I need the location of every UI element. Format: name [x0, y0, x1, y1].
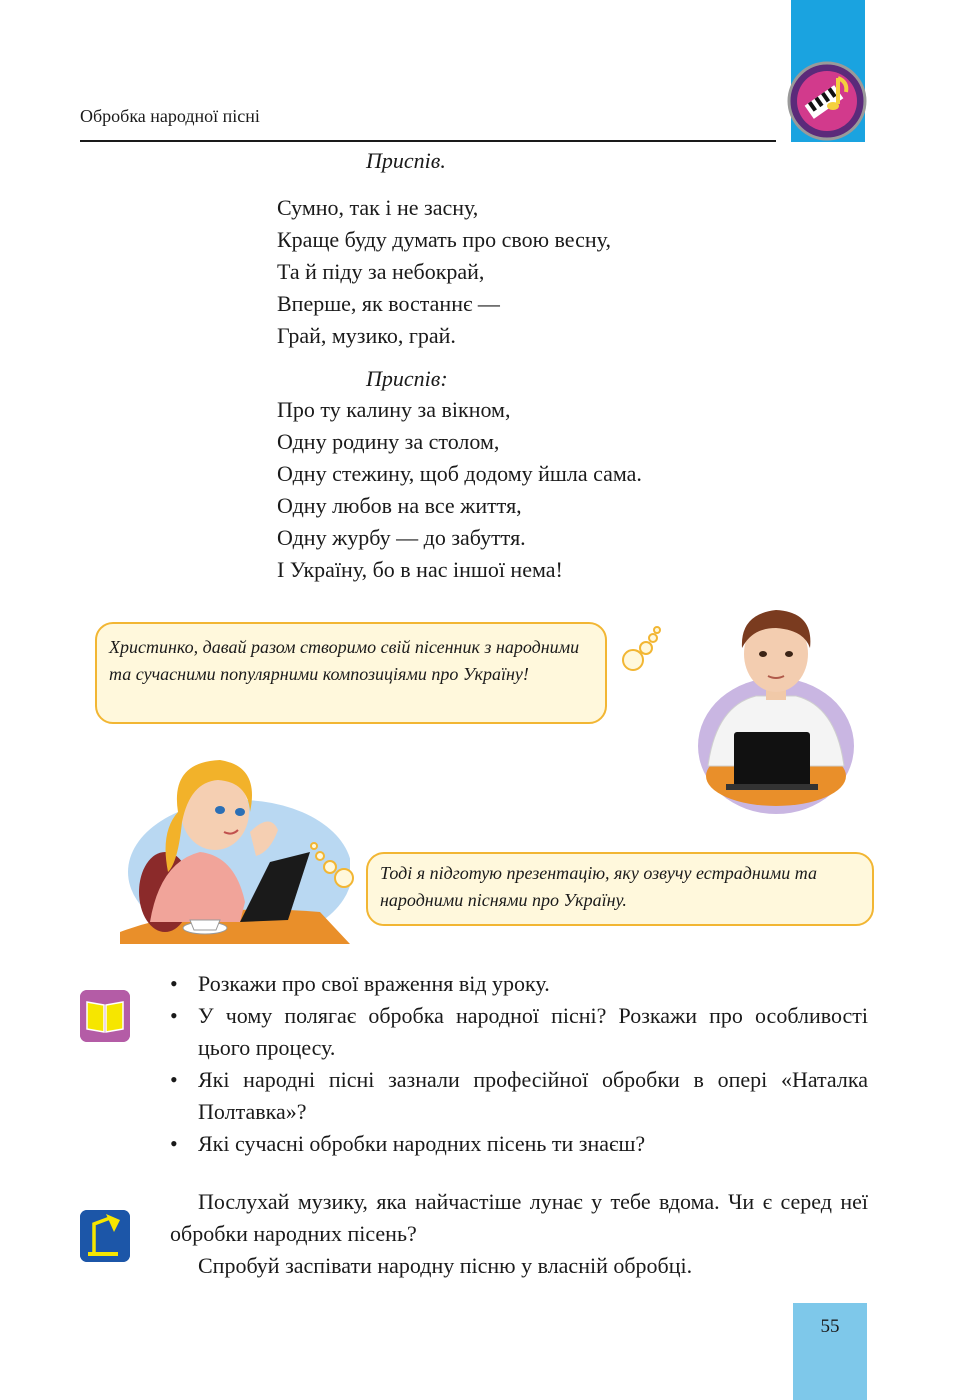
homework-tasks	[170, 1186, 868, 1282]
boy-with-laptop-illustration	[696, 596, 856, 816]
thought-dots	[605, 622, 665, 677]
verse-line: Вперше, як востаннє —	[277, 291, 500, 316]
list-item: • Розкажи про свої враження від уроку.	[170, 968, 868, 1000]
open-book-icon	[80, 990, 130, 1042]
verse-line: Та й піду за небокрай,	[277, 259, 485, 284]
verse-line: Грай, музико, грай.	[277, 323, 456, 348]
verse-line: Про ту калину за вікном,	[277, 397, 511, 422]
verse-line: І Україну, бо в нас іншої нема!	[277, 557, 563, 582]
boy-speech-bubble: Христинко, давай разом створимо свій пісенник з народними та сучасними популярними композиціями про Україну!	[95, 622, 607, 724]
list-item: • Які сучасні обробки народних пісень ти знаєш?	[170, 1128, 868, 1160]
task-paragraph: Спробуй заспівати народну пісню у власній обробці.	[198, 1253, 693, 1278]
list-item: • У чому полягає обробка народної пісні? Розкажи про особливості цього процесу.	[170, 1000, 868, 1064]
verse-line: Сумно, так і не засну,	[277, 195, 479, 220]
verse-2	[277, 394, 642, 586]
refrain-label: Приспів.	[366, 148, 446, 173]
refrain-label: Приспів:	[366, 366, 448, 391]
running-header: Обробка народної пісні	[80, 106, 260, 126]
verse-line: Одну любов на все життя,	[277, 493, 522, 518]
verse-1	[277, 192, 611, 352]
music-emblem-icon	[786, 60, 868, 142]
review-questions-list	[170, 968, 868, 1160]
verse-line: Одну журбу — до забуття.	[277, 525, 526, 550]
girl-speech-bubble: Тоді я підготую презентацію, яку озвучу естрадними та народними піснями про Україну.	[366, 852, 874, 926]
verse-line: Краще буду думать про свою весну,	[277, 227, 611, 252]
header-rule	[80, 140, 776, 142]
page-number: 55	[820, 1316, 840, 1337]
verse-line: Одну стежину, щоб додому йшла сама.	[277, 461, 642, 486]
list-item: • Які народні пісні зазнали професійної обробки в опері «Наталка Полтавка»?	[170, 1064, 868, 1128]
thought-dots	[306, 840, 368, 890]
desk-lamp-icon	[80, 1210, 130, 1262]
task-paragraph: Послухай музику, яка найчастіше лунає у тебе вдома. Чи є серед неї обробки народних пісень?	[170, 1189, 868, 1246]
verse-line: Одну родину за столом,	[277, 429, 500, 454]
